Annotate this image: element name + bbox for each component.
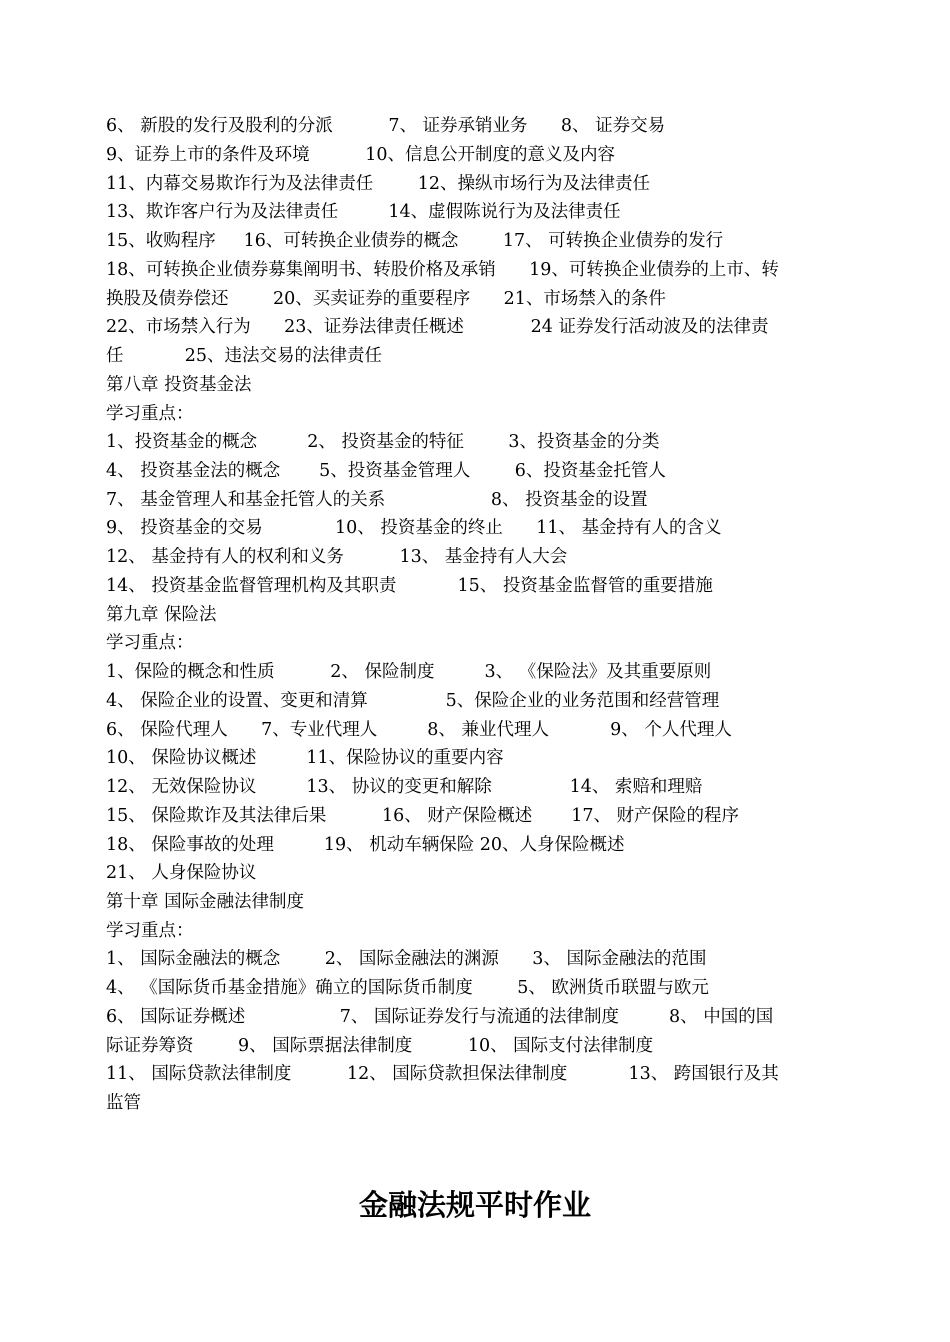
text-line: 7、 基金管理人和基金托管人的关系 8、 投资基金的设置 <box>106 490 648 510</box>
text-line: 任 25、违法交易的法律责任 <box>106 346 382 366</box>
text-line: 6、 新股的发行及股利的分派 7、 证券承销业务 8、 证券交易 <box>106 116 666 136</box>
text-line: 1、投资基金的概念 2、 投资基金的特征 3、投资基金的分类 <box>106 432 660 452</box>
text-line: 10、 保险协议概述 11、保险协议的重要内容 <box>106 748 504 768</box>
text-line: 1、保险的概念和性质 2、 保险制度 3、 《保险法》及其重要原则 <box>106 662 712 682</box>
section-label: 学习重点： <box>106 921 194 941</box>
document-title: 金融法规平时作业 <box>358 1188 591 1222</box>
chapter-heading: 第十章 国际金融法律制度 <box>106 892 305 912</box>
text-line: 4、 投资基金法的概念 5、投资基金管理人 6、投资基金托管人 <box>106 461 666 481</box>
text-line: 监管 <box>106 1093 141 1113</box>
text-line: 9、证券上市的条件及环境 10、信息公开制度的意义及内容 <box>106 145 616 165</box>
text-line: 9、 投资基金的交易 10、 投资基金的终止 11、 基金持有人的含义 <box>106 518 722 538</box>
text-line: 14、 投资基金监督管理机构及其职责 15、 投资基金监督管的重要措施 <box>106 576 713 596</box>
chapter-heading: 第九章 保险法 <box>106 605 217 625</box>
text-line: 18、 保险事故的处理 19、 机动车辆保险 20、人身保险概述 <box>106 835 625 855</box>
text-line: 6、 国际证券概述 7、 国际证券发行与流通的法律制度 8、 中国的国 <box>106 1007 774 1027</box>
section-label: 学习重点： <box>106 633 194 653</box>
text-line: 6、 保险代理人 7、专业代理人 8、 兼业代理人 9、 个人代理人 <box>106 720 732 740</box>
text-line: 22、市场禁入行为 23、证券法律责任概述 24 证券发行活动波及的法律责 <box>106 317 769 337</box>
text-line: 15、收购程序 16、可转换企业债券的概念 17、 可转换企业债券的发行 <box>106 231 724 251</box>
text-line: 12、 无效保险协议 13、 协议的变更和解除 14、 索赔和理赔 <box>106 777 703 797</box>
text-line: 11、 国际贷款法律制度 12、 国际贷款担保法律制度 13、 跨国银行及其 <box>106 1064 779 1084</box>
text-line: 4、 《国际货币基金措施》确立的国际货币制度 5、 欧洲货币联盟与欧元 <box>106 978 709 998</box>
text-line: 13、欺诈客户行为及法律责任 14、虚假陈说行为及法律责任 <box>106 202 621 222</box>
text-line: 12、 基金持有人的权利和义务 13、 基金持有人大会 <box>106 547 568 567</box>
text-line: 11、内幕交易欺诈行为及法律责任 12、操纵市场行为及法律责任 <box>106 174 651 194</box>
text-line: 1、 国际金融法的概念 2、 国际金融法的渊源 3、 国际金融法的范围 <box>106 949 707 969</box>
text-line: 15、 保险欺诈及其法律后果 16、 财产保险概述 17、 财产保险的程序 <box>106 806 740 826</box>
text-line: 18、可转换企业债券募集阐明书、转股价格及承销 19、可转换企业债券的上市、转 <box>106 260 779 280</box>
text-line: 换股及债券偿还 20、买卖证券的重要程序 21、市场禁入的条件 <box>106 289 666 309</box>
chapter-heading: 第八章 投资基金法 <box>106 375 252 395</box>
text-line: 4、 保险企业的设置、变更和清算 5、保险企业的业务范围和经营管理 <box>106 691 720 711</box>
text-line: 21、 人身保险协议 <box>106 863 257 883</box>
section-label: 学习重点： <box>106 404 194 424</box>
text-line: 际证券筹资 9、 国际票据法律制度 10、 国际支付法律制度 <box>106 1036 654 1056</box>
